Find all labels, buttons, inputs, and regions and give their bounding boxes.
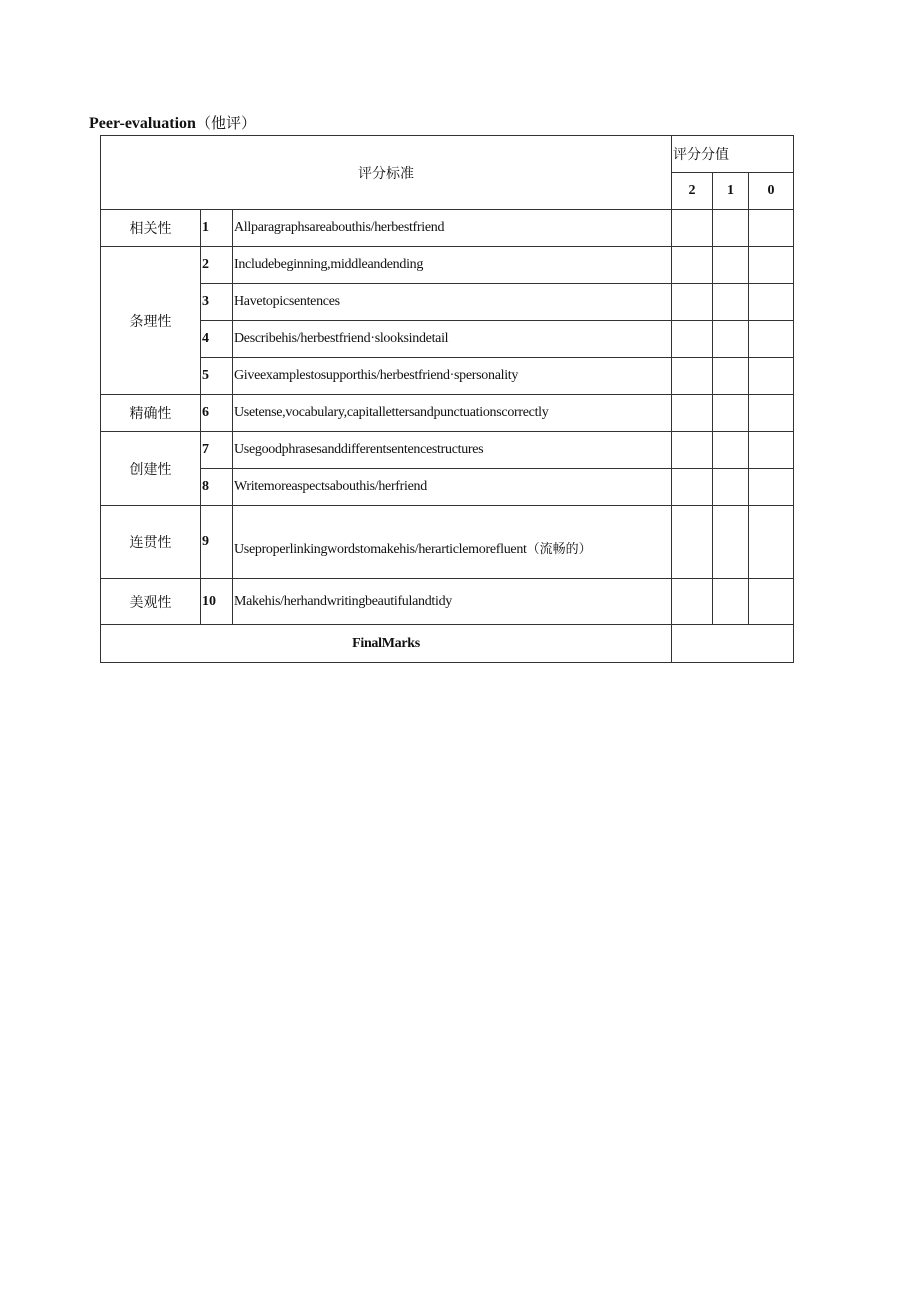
- score-cell-0[interactable]: [749, 247, 794, 284]
- table-row: [101, 579, 794, 625]
- item-description: Giveexamplestosupporthis/herbestfriend·spersonality: [233, 358, 672, 395]
- final-row: [101, 625, 794, 663]
- score-cell-1[interactable]: [713, 469, 749, 506]
- score-cell-2[interactable]: [672, 358, 713, 395]
- score-cell-2[interactable]: [672, 395, 713, 432]
- score-cell-2[interactable]: [672, 579, 713, 625]
- score-cell-2[interactable]: [672, 284, 713, 321]
- item-description: Allparagraphsareabouthis/herbestfriend: [233, 210, 672, 247]
- score-cell-0[interactable]: [749, 469, 794, 506]
- final-marks-label: FinalMarks: [101, 625, 672, 663]
- item-number: 9: [201, 506, 233, 579]
- item-number: 5: [201, 358, 233, 395]
- score-cell-1[interactable]: [713, 358, 749, 395]
- table-row: [101, 432, 794, 469]
- item-description: Writemoreaspectsabouthis/herfriend: [233, 469, 672, 506]
- item-description: Makehis/herhandwritingbeautifulandtidy: [233, 579, 672, 625]
- score-cell-2[interactable]: [672, 506, 713, 579]
- score-cell-1[interactable]: [713, 247, 749, 284]
- score-cell-1[interactable]: [713, 395, 749, 432]
- score-cell-0[interactable]: [749, 321, 794, 358]
- item-number: 4: [201, 321, 233, 358]
- header-row-1: [101, 136, 794, 173]
- item-number: 10: [201, 579, 233, 625]
- score-cell-1[interactable]: [713, 284, 749, 321]
- category-creativity: 创建性: [101, 432, 201, 506]
- item-description-text: Useproperlinkingwordstomakehis/herarticlemorefluent: [234, 542, 527, 557]
- score-0-header: 0: [749, 173, 794, 210]
- page-title: [89, 112, 256, 133]
- score-cell-1[interactable]: [713, 579, 749, 625]
- item-description: Usegoodphrasesanddifferentsentencestructures: [233, 432, 672, 469]
- score-cell-0[interactable]: [749, 358, 794, 395]
- item-description: [233, 506, 672, 579]
- score-cell-0[interactable]: [749, 284, 794, 321]
- score-cell-1[interactable]: [713, 506, 749, 579]
- final-marks-cell[interactable]: [672, 625, 794, 663]
- score-cell-0[interactable]: [749, 432, 794, 469]
- category-organization: 条理性: [101, 247, 201, 395]
- rubric-table: [100, 135, 794, 663]
- score-cell-0[interactable]: [749, 506, 794, 579]
- table-row: [101, 284, 794, 321]
- item-description-note: （流畅的）: [526, 542, 592, 557]
- score-cell-1[interactable]: [713, 321, 749, 358]
- score-header: 评分分值: [672, 136, 794, 173]
- table-row: [101, 210, 794, 247]
- item-number: 2: [201, 247, 233, 284]
- table-row: [101, 321, 794, 358]
- score-cell-2[interactable]: [672, 247, 713, 284]
- item-description: Includebeginning,middleandending: [233, 247, 672, 284]
- item-number: 1: [201, 210, 233, 247]
- item-description: Havetopicsentences: [233, 284, 672, 321]
- score-cell-0[interactable]: [749, 210, 794, 247]
- category-relevance: 相关性: [101, 210, 201, 247]
- criteria-header: 评分标准: [101, 136, 672, 210]
- score-cell-2[interactable]: [672, 210, 713, 247]
- score-cell-2[interactable]: [672, 321, 713, 358]
- table-row: [101, 358, 794, 395]
- score-1-header: 1: [713, 173, 749, 210]
- table-row: [101, 469, 794, 506]
- item-number: 7: [201, 432, 233, 469]
- score-cell-1[interactable]: [713, 432, 749, 469]
- score-cell-2[interactable]: [672, 432, 713, 469]
- category-aesthetics: 美观性: [101, 579, 201, 625]
- score-2-header: 2: [672, 173, 713, 210]
- score-cell-2[interactable]: [672, 469, 713, 506]
- item-description: Usetense,vocabulary,capitallettersandpunctuationscorrectly: [233, 395, 672, 432]
- score-cell-0[interactable]: [749, 579, 794, 625]
- item-description: Describehis/herbestfriend·slooksindetail: [233, 321, 672, 358]
- title-main: Peer-evaluation: [89, 115, 196, 132]
- table-row: [101, 506, 794, 579]
- item-number: 3: [201, 284, 233, 321]
- item-number: 8: [201, 469, 233, 506]
- item-number: 6: [201, 395, 233, 432]
- score-cell-0[interactable]: [749, 395, 794, 432]
- category-accuracy: 精确性: [101, 395, 201, 432]
- table-row: [101, 395, 794, 432]
- score-cell-1[interactable]: [713, 210, 749, 247]
- title-suffix: （他评）: [195, 114, 256, 132]
- table-row: [101, 247, 794, 284]
- category-coherence: 连贯性: [101, 506, 201, 579]
